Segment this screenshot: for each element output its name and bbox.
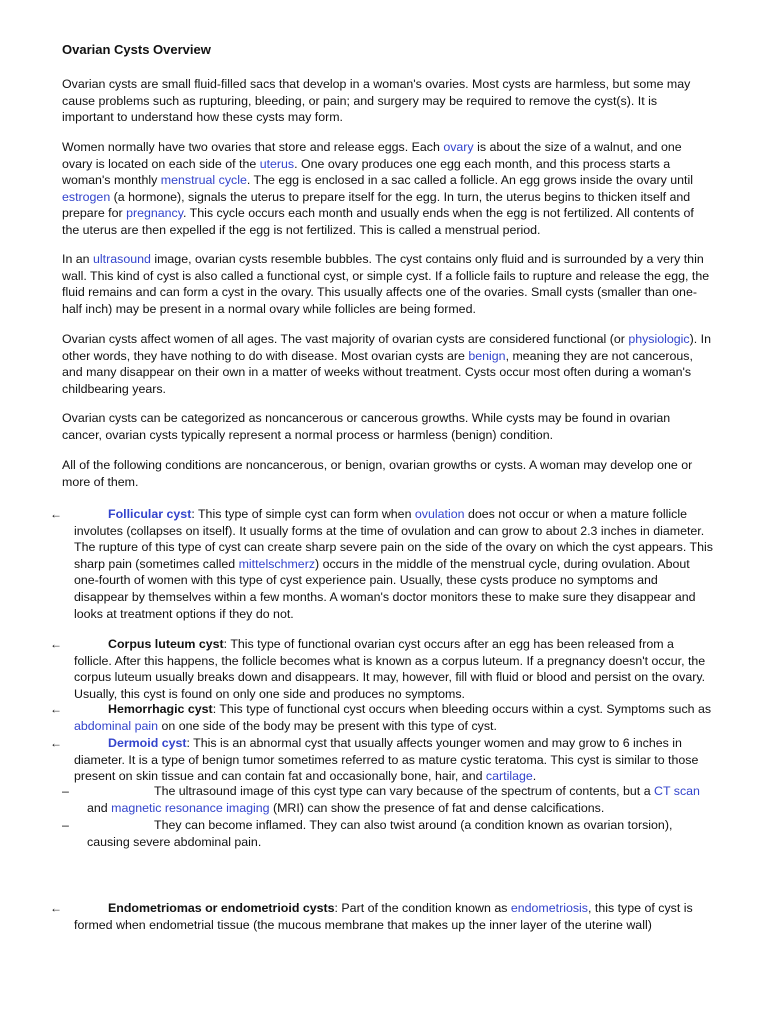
- hemorrhagic-cyst-item: Hemorrhagic cyst: This type of functional cyst occurs when bleeding occurs within a cyst. Symptoms such as abdominal pain on one side of the body may be present with this type of cyst.: [74, 702, 712, 733]
- bullet-arrow-icon: ←: [50, 702, 62, 716]
- dermoid-torsion-subitem: They can become inflamed. They can also twist around (a condition known as ovarian torsion), causing severe abdominal pain.: [87, 818, 673, 849]
- dash-bullet-icon: –: [62, 784, 69, 798]
- link-follicular-cyst[interactable]: Follicular cyst: [108, 507, 192, 521]
- dermoid-imaging-subitem: The ultrasound image of this cyst type can vary because of the spectrum of contents, but a CT scan and magnetic resonance imaging (MRI) can show the presence of fat and dense calcifications.: [87, 784, 700, 815]
- link-ultrasound[interactable]: ultrasound: [93, 252, 151, 266]
- page-title: Ovarian Cysts Overview: [62, 42, 211, 57]
- link-dermoid-cyst[interactable]: Dermoid cyst: [108, 736, 187, 750]
- link-abdominal-pain[interactable]: abdominal pain: [74, 718, 159, 733]
- ultrasound-paragraph: In an ultrasound image, ovarian cysts resemble bubbles. The cyst contains only fluid and is surrounded by a very thin wall. This kind of cyst is also called a functional cyst, or simple cyst. If a follicle fails to rupture and release the egg, the fluid remains and can form a cyst in the ovary. This usually affects one of the ovaries. Small cysts (smaller than one-half inch) may be present in a normal ovary while follicles are being formed.: [62, 252, 710, 316]
- bullet-arrow-icon: ←: [50, 507, 62, 521]
- follicular-cyst-item: Follicular cyst: This type of simple cyst can form when ovulation does not occur or when a mature follicle involutes (collapses on itself). It usually forms at the time of ovulation and can grow to about 2.3 inches in diameter. The rupture of this type of cyst can create sharp severe pain on the side of the ovary on which the cyst appears. This sharp pain (sometimes called mittelschmerz) occurs in the middle of the menstrual cycle, during ovulation. About one-fourth of women with this type of cyst experience pain. Usually, these cysts produce no symptoms and disappear by themselves within a few months. A woman's doctor monitors these to make sure they disappear and looks at treatment options if they do not.: [74, 507, 713, 621]
- bullet-arrow-icon: ←: [50, 736, 62, 750]
- corpus-luteum-cyst-item: Corpus luteum cyst: This type of functional ovarian cyst occurs after an egg has been released from a follicle. After this happens, the follicle becomes what is known as a corpus luteum. If a pregnancy doesn't occur, the corpus luteum usually breaks down and disappears. It may, however, fill with fluid or blood and persist on the ovary. Usually, this cyst is found on only one side and produces no symptoms.: [74, 637, 706, 701]
- link-ct-scan[interactable]: CT scan: [654, 784, 700, 798]
- link-physiologic[interactable]: physiologic: [628, 332, 690, 346]
- bullet-arrow-icon: ←: [50, 637, 62, 651]
- link-benign[interactable]: benign: [468, 348, 506, 363]
- intro-paragraph: Ovarian cysts are small fluid-filled sacs that develop in a woman's ovaries. Most cysts are harmless, but some may cause problems such as rupturing, bleeding, or pain; and surgery may be required to remove the cyst(s). It is important to understand how these cysts may form.: [62, 77, 691, 125]
- conditions-intro-paragraph: All of the following conditions are noncancerous, or benign, ovarian growths or cysts. A woman may develop one or more of them.: [62, 458, 693, 489]
- link-estrogen[interactable]: estrogen: [62, 189, 111, 204]
- link-pregnancy[interactable]: pregnancy: [126, 206, 184, 221]
- link-mri[interactable]: magnetic resonance imaging: [111, 800, 270, 815]
- link-cartilage[interactable]: cartilage: [485, 769, 533, 784]
- link-uterus[interactable]: uterus: [259, 156, 295, 171]
- link-ovulation[interactable]: ovulation: [414, 507, 465, 521]
- link-ovary[interactable]: ovary: [443, 140, 474, 154]
- categories-paragraph: Ovarian cysts can be categorized as noncancerous or cancerous growths. While cysts may be found in ovarian cancer, ovarian cysts typically represent a normal process or harmless (benign) condition.: [62, 411, 671, 442]
- ages-paragraph: Ovarian cysts affect women of all ages. The vast majority of ovarian cysts are considered functional (or physiologic). In other words, they have nothing to do with disease. Most ovarian cysts are benign, meaning they are not cancerous, and many disappear on their own in a matter of weeks without treatment. Cysts occur most often during a woman's childbearing years.: [62, 332, 711, 396]
- ovaries-paragraph: Women normally have two ovaries that store and release eggs. Each ovary is about the size of a walnut, and one ovary is located on each side of the uterus. One ovary produces one egg each month, and this process starts a woman's monthly menstrual cycle. The egg is enclosed in a sac called a follicle. An egg grows inside the ovary until estrogen (a hormone), signals the uterus to prepare itself for the egg. In turn, the uterus begins to thicken itself and prepare for pregnancy. This cycle occurs each month and usually ends when the egg is not fertilized. All contents of the uterus are then expelled if the egg is not fertilized. This is called a menstrual period.: [62, 140, 694, 237]
- dermoid-cyst-item: Dermoid cyst: This is an abnormal cyst that usually affects younger women and may grow to 6 inches in diameter. It is a type of benign tumor sometimes referred to as mature cystic teratoma. This cyst is similar to those present on skin tissue and can contain fat and occasionally bone, hair, and cartilage.: [74, 736, 699, 784]
- link-mittelschmerz[interactable]: mittelschmerz: [238, 556, 316, 571]
- link-endometriosis[interactable]: endometriosis: [510, 901, 588, 915]
- dash-bullet-icon: –: [62, 818, 69, 832]
- link-menstrual-cycle[interactable]: menstrual cycle: [160, 173, 247, 188]
- endometrioma-item: Endometriomas or endometrioid cysts: Part of the condition known as endometriosis, this type of cyst is formed when endometrial tissue (the mucous membrane that makes up the inner layer of the uterine wall): [74, 901, 693, 932]
- bullet-arrow-icon: ←: [50, 901, 62, 915]
